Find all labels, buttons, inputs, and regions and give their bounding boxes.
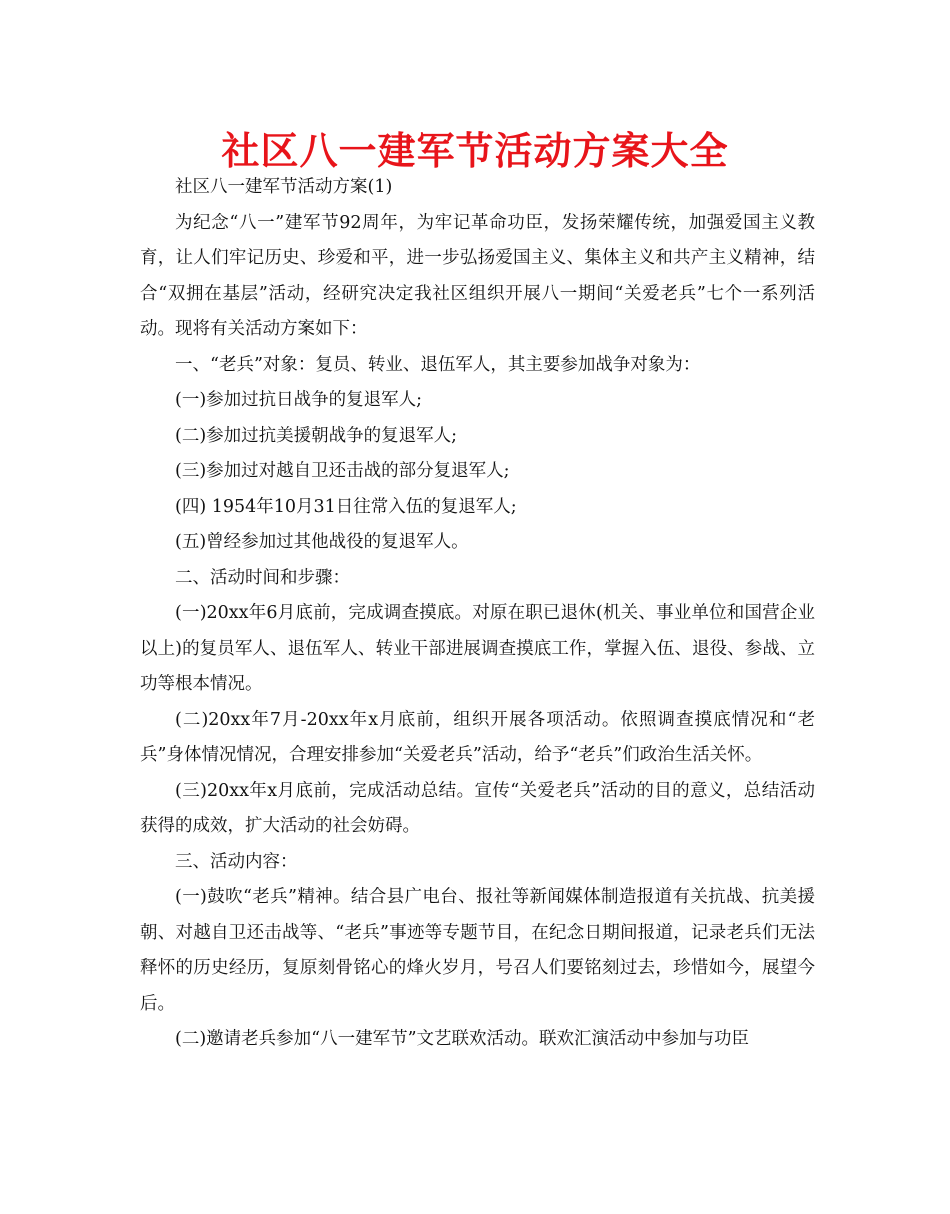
paragraph-list-item: (一)参加过抗日战争的复退军人; [175,390,423,410]
paragraph-list-item: (五)曾经参加过其他战役的复退军人。 [175,532,469,552]
paragraph-content-item: (二)邀请老兵参加“八一建军节”文艺联欢活动。联欢汇演活动中参加与功臣 [175,1029,750,1049]
paragraph-content-item: (一)鼓吹“老兵”精神。结合县广电台、报社等新闻媒体制造报道有关抗战、抗美援朝、对越自卫还击战等、“老兵”事迹等专题节目，在纪念日期间报道，记录老兵们无法释怀的历史经历，复原刻骨铭心的烽火岁月，号召人们要铭刻过去，珍惜如今，展望今后。 [140,887,815,1014]
paragraph-section-2-heading: 二、活动时间和步骤： [175,567,350,588]
paragraph-list-item: (四) 1954年10月31日往常入伍的复退军人; [175,496,517,517]
document-title: 社区八一建军节活动方案大全 [221,129,729,173]
paragraph-section-1-heading: 一、“老兵”对象：复员、转业、退伍军人，其主要参加战争对象为： [175,354,701,375]
paragraph-step: (一)20xx年6月底前，完成调查摸底。对原在职已退休(机关、事业单位和国营企业以上)的复员军人、退伍军人、转业干部进展调查摸底工作，掌握入伍、退役、参战、立功等根本情况。 [140,603,815,694]
paragraph-step: (三)20xx年x月底前，完成活动总结。宣传“关爱老兵”活动的目的意义，总结活动获得的成效，扩大活动的社会妨碍。 [140,780,815,836]
paragraph-step: (二)20xx年7月-20xx年x月底前，组织开展各项活动。依照调查摸底情况和“老兵”身体情况情况，合理安排参加“关爱老兵”活动，给予“老兵”们政治生活关怀。 [140,709,815,765]
paragraph-intro: 为纪念“八一”建军节92周年，为牢记革命功臣，发扬荣耀传统，加强爱国主义教育，让人们牢记历史、珍爱和平，进一步弘扬爱国主义、集体主义和共产主义精神，结合“双拥在基层”活动，经研究决定我社区组织开展八一期间“关爱老兵”七个一系列活动。现将有关活动方案如下： [140,212,815,339]
paragraph-section-3-heading: 三、活动内容： [175,851,298,872]
paragraph-list-item: (三)参加过对越自卫还击战的部分复退军人; [175,461,510,481]
document-body [140,170,815,1058]
paragraph-plan-heading: 社区八一建军节活动方案(1) [175,177,393,197]
paragraph-list-item: (二)参加过抗美援朝战争的复退军人; [175,425,458,446]
